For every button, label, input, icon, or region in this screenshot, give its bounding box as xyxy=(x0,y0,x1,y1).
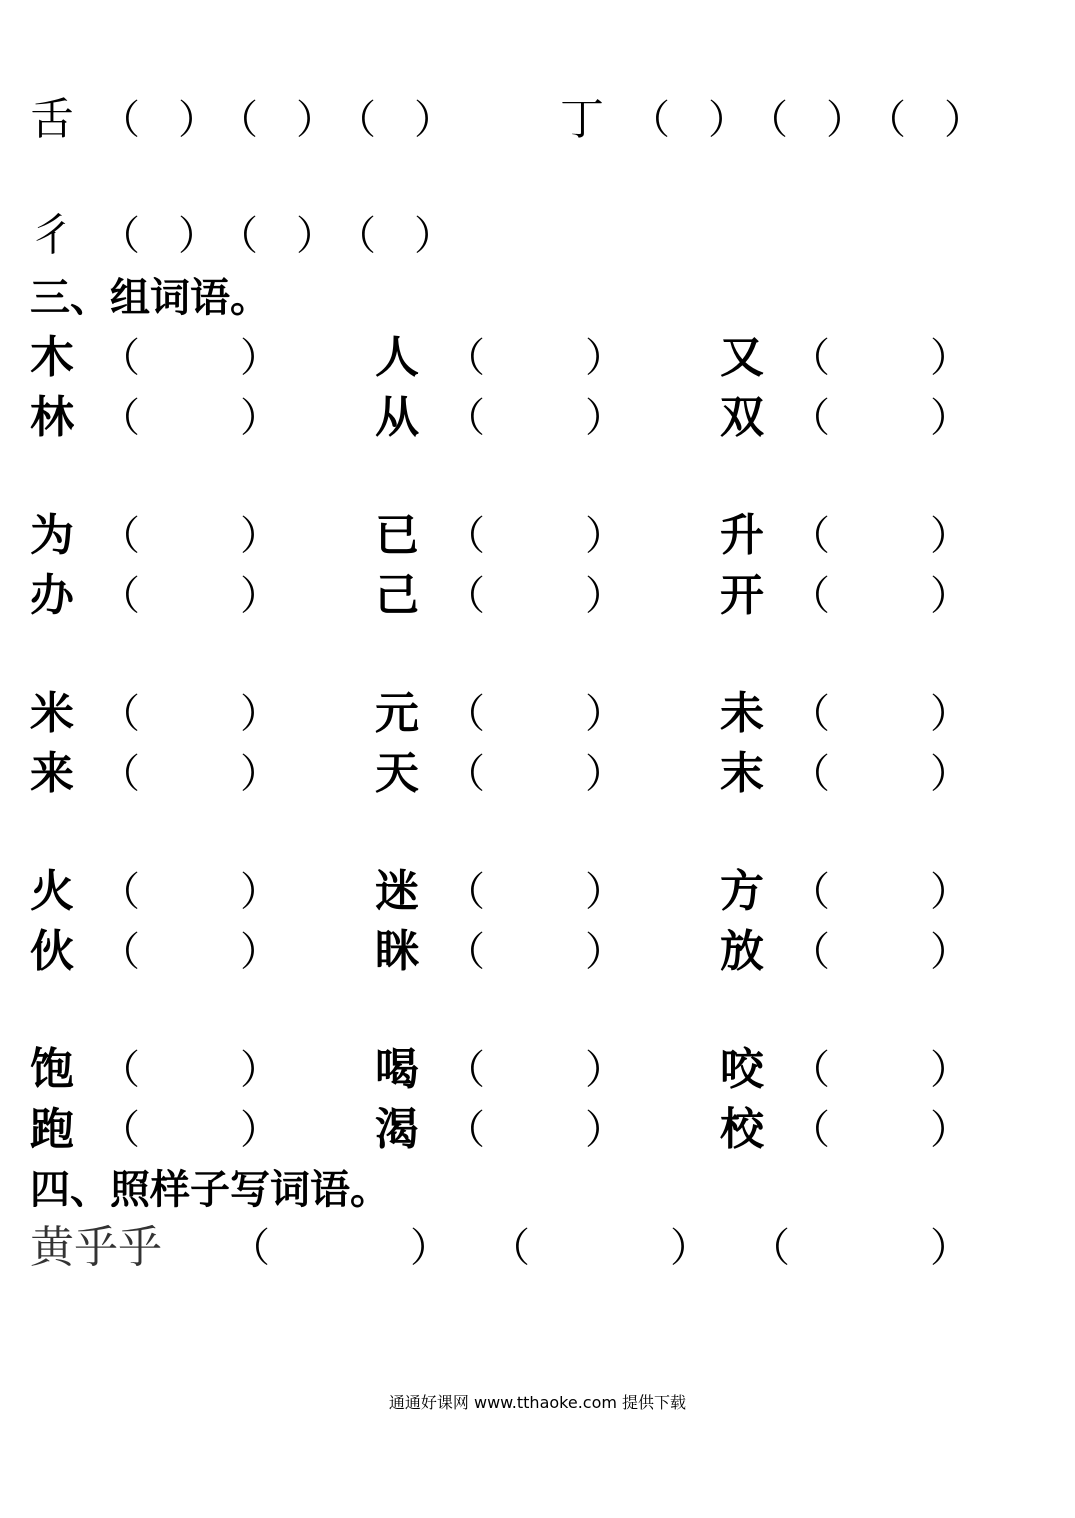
radical-char: 舌 xyxy=(30,94,74,145)
open-paren: （ xyxy=(100,1107,140,1153)
close-paren: ） xyxy=(585,869,625,915)
close-paren: ） xyxy=(585,395,625,441)
close-paren: ） xyxy=(296,97,336,143)
open-paren: （ xyxy=(336,213,376,259)
close-paren: ） xyxy=(240,573,280,619)
open-paren: （ xyxy=(100,691,140,737)
word-item xyxy=(375,862,625,922)
word-char: 眯 xyxy=(375,926,419,977)
open-paren: （ xyxy=(490,1225,530,1271)
close-paren: ） xyxy=(585,513,625,559)
word-item xyxy=(30,1040,280,1100)
close-paren: ） xyxy=(826,97,866,143)
close-paren: ） xyxy=(240,869,280,915)
close-paren: ） xyxy=(240,929,280,975)
close-paren: ） xyxy=(930,1225,970,1271)
open-paren: （ xyxy=(100,1047,140,1093)
open-paren: （ xyxy=(100,335,140,381)
word-item xyxy=(30,1100,280,1160)
open-paren: （ xyxy=(100,213,140,259)
close-paren: ） xyxy=(930,691,970,737)
word-char: 人 xyxy=(375,332,419,383)
radical-char: 丁 xyxy=(560,94,604,145)
close-paren: ） xyxy=(670,1225,710,1271)
radical-row-3 xyxy=(30,206,454,266)
close-paren: ） xyxy=(240,1047,280,1093)
close-paren: ） xyxy=(930,395,970,441)
radical-char: 彳 xyxy=(30,210,74,261)
open-paren: （ xyxy=(790,1047,830,1093)
word-item xyxy=(720,862,970,922)
word-item xyxy=(375,922,625,982)
open-paren: （ xyxy=(445,335,485,381)
open-paren: （ xyxy=(445,869,485,915)
open-paren: （ xyxy=(790,929,830,975)
open-paren: （ xyxy=(445,395,485,441)
word-item xyxy=(720,328,970,388)
close-paren: ） xyxy=(240,751,280,797)
word-item xyxy=(375,328,625,388)
word-char: 伙 xyxy=(30,926,74,977)
close-paren: ） xyxy=(944,97,984,143)
word-char: 已 xyxy=(375,510,419,561)
word-char: 开 xyxy=(720,570,764,621)
word-char: 米 xyxy=(30,688,74,739)
word-item xyxy=(720,506,970,566)
close-paren: ） xyxy=(585,751,625,797)
open-paren: （ xyxy=(445,1047,485,1093)
word-char: 木 xyxy=(30,332,74,383)
open-paren: （ xyxy=(630,97,670,143)
word-char: 林 xyxy=(30,392,74,443)
word-char: 末 xyxy=(720,748,764,799)
open-paren: （ xyxy=(445,751,485,797)
word-item xyxy=(720,744,970,804)
word-char: 未 xyxy=(720,688,764,739)
close-paren: ） xyxy=(930,929,970,975)
word-item xyxy=(30,566,280,626)
word-char: 咬 xyxy=(720,1044,764,1095)
close-paren: ） xyxy=(585,1107,625,1153)
close-paren: ） xyxy=(240,395,280,441)
word-item xyxy=(30,506,280,566)
open-paren: （ xyxy=(100,97,140,143)
radical-row-2 xyxy=(560,90,984,150)
open-paren: （ xyxy=(790,513,830,559)
close-paren: ） xyxy=(296,213,336,259)
close-paren: ） xyxy=(585,573,625,619)
close-paren: ） xyxy=(930,335,970,381)
open-paren: （ xyxy=(100,395,140,441)
open-paren: （ xyxy=(790,1107,830,1153)
radical-row-1 xyxy=(30,90,454,150)
word-char: 迷 xyxy=(375,866,419,917)
close-paren: ） xyxy=(930,869,970,915)
word-char: 来 xyxy=(30,748,74,799)
open-paren: （ xyxy=(790,691,830,737)
word-item xyxy=(720,388,970,448)
open-paren: （ xyxy=(445,929,485,975)
example-word: 黄乎乎 xyxy=(30,1222,162,1273)
open-paren: （ xyxy=(790,869,830,915)
close-paren: ） xyxy=(414,213,454,259)
close-paren: ） xyxy=(585,691,625,737)
word-item xyxy=(375,1100,625,1160)
close-paren: ） xyxy=(585,1047,625,1093)
open-paren: （ xyxy=(790,573,830,619)
example-row xyxy=(30,1218,970,1278)
open-paren: （ xyxy=(100,869,140,915)
close-paren: ） xyxy=(930,573,970,619)
close-paren: ） xyxy=(930,751,970,797)
close-paren: ） xyxy=(414,97,454,143)
word-char: 办 xyxy=(30,570,74,621)
open-paren: （ xyxy=(445,1107,485,1153)
close-paren: ） xyxy=(178,213,218,259)
close-paren: ） xyxy=(240,335,280,381)
word-char: 方 xyxy=(720,866,764,917)
close-paren: ） xyxy=(240,1107,280,1153)
close-paren: ） xyxy=(585,929,625,975)
open-paren: （ xyxy=(790,751,830,797)
close-paren: ） xyxy=(178,97,218,143)
open-paren: （ xyxy=(445,691,485,737)
word-item xyxy=(375,506,625,566)
word-char: 又 xyxy=(720,332,764,383)
word-char: 饱 xyxy=(30,1044,74,1095)
close-paren: ） xyxy=(240,513,280,559)
open-paren: （ xyxy=(230,1225,270,1271)
close-paren: ） xyxy=(708,97,748,143)
word-item xyxy=(720,566,970,626)
close-paren: ） xyxy=(930,1047,970,1093)
close-paren: ） xyxy=(410,1225,450,1271)
open-paren: （ xyxy=(100,929,140,975)
word-char: 升 xyxy=(720,510,764,561)
section4-title: 四、照样子写词语。 xyxy=(30,1167,390,1213)
word-char: 跑 xyxy=(30,1104,74,1155)
open-paren: （ xyxy=(750,1225,790,1271)
word-item xyxy=(720,1100,970,1160)
open-paren: （ xyxy=(336,97,376,143)
word-char: 双 xyxy=(720,392,764,443)
word-item xyxy=(375,566,625,626)
open-paren: （ xyxy=(790,335,830,381)
word-item xyxy=(720,1040,970,1100)
open-paren: （ xyxy=(790,395,830,441)
word-char: 校 xyxy=(720,1104,764,1155)
word-char: 从 xyxy=(375,392,419,443)
close-paren: ） xyxy=(585,335,625,381)
word-item xyxy=(375,1040,625,1100)
open-paren: （ xyxy=(445,513,485,559)
open-paren: （ xyxy=(218,213,258,259)
open-paren: （ xyxy=(748,97,788,143)
word-char: 元 xyxy=(375,688,419,739)
footer-text: 通通好课网 www.tthaoke.com 提供下载 xyxy=(388,1393,687,1412)
word-char: 渴 xyxy=(375,1104,419,1155)
word-item xyxy=(375,744,625,804)
open-paren: （ xyxy=(218,97,258,143)
close-paren: ） xyxy=(240,691,280,737)
word-char: 放 xyxy=(720,926,764,977)
word-item xyxy=(375,684,625,744)
word-item xyxy=(30,328,280,388)
open-paren: （ xyxy=(100,513,140,559)
word-item xyxy=(30,744,280,804)
word-item xyxy=(720,684,970,744)
word-item xyxy=(30,684,280,744)
word-item xyxy=(375,388,625,448)
open-paren: （ xyxy=(866,97,906,143)
word-item xyxy=(720,922,970,982)
word-item xyxy=(30,862,280,922)
word-char: 天 xyxy=(375,748,419,799)
open-paren: （ xyxy=(100,573,140,619)
close-paren: ） xyxy=(930,513,970,559)
word-char: 喝 xyxy=(375,1044,419,1095)
word-item xyxy=(30,922,280,982)
word-item xyxy=(30,388,280,448)
word-char: 为 xyxy=(30,510,74,561)
section3-title: 三、组词语。 xyxy=(30,275,270,321)
open-paren: （ xyxy=(100,751,140,797)
close-paren: ） xyxy=(930,1107,970,1153)
word-char: 火 xyxy=(30,866,74,917)
word-char: 己 xyxy=(375,570,419,621)
open-paren: （ xyxy=(445,573,485,619)
